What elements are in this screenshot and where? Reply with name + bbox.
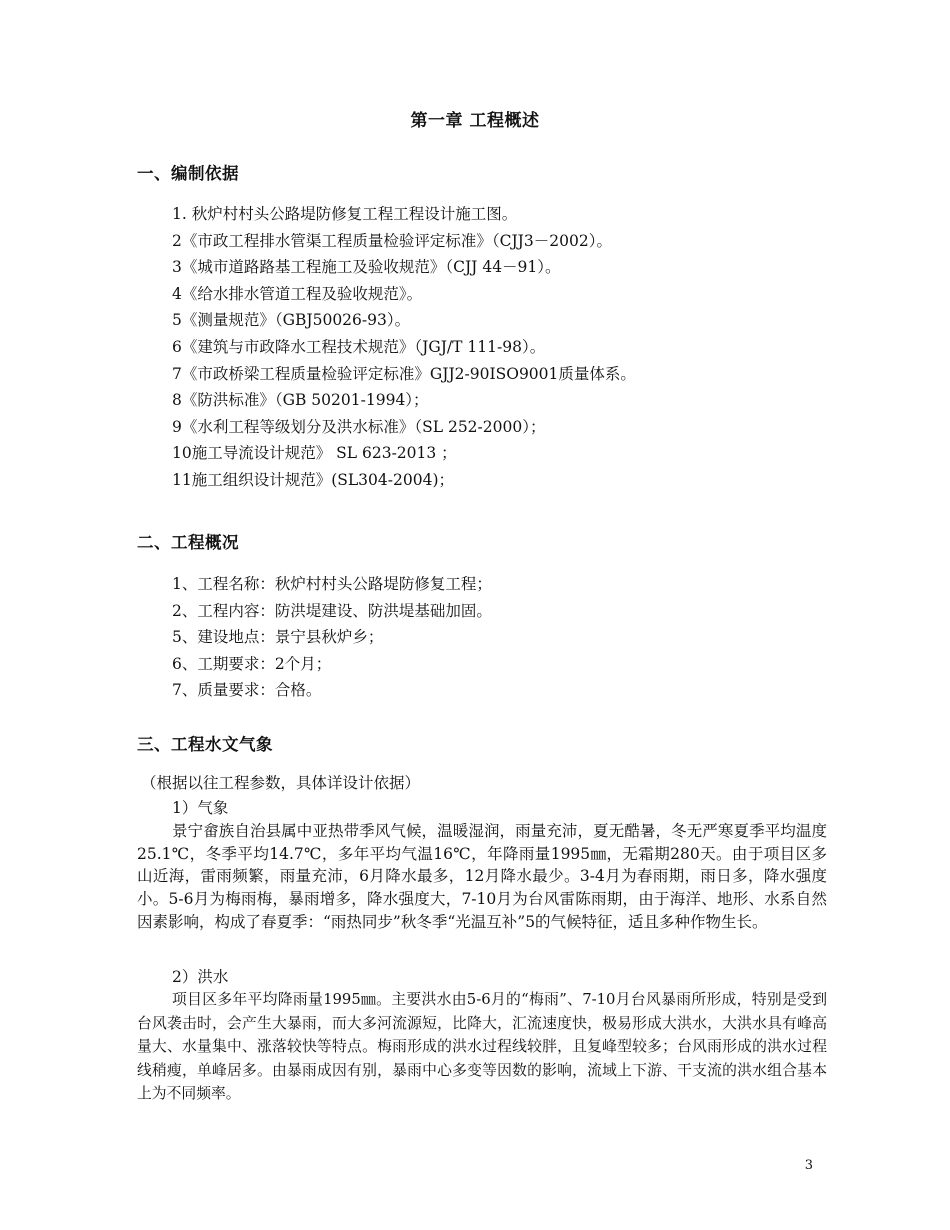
section-heading-basis: 一、编制依据	[137, 164, 239, 183]
list-item: 9《水利工程等级划分及洪水标准》（SL 252-2000）；	[172, 417, 546, 436]
list-item: 1、工程名称：秋炉村村头公路堤防修复工程；	[172, 575, 492, 593]
subsection-title-climate: 1）气象	[172, 799, 229, 817]
climate-paragraph: 景宁畲族自治县属中亚热带季风气候，温暖湿润，雨量充沛，夏无酷暑，冬无严寒夏季平均温度25.1℃，冬季平均14.7℃，多年平均气温16℃，年降雨量1995㎜，无霜期280天。由于项目区多山近海，雷雨频繁，雨量充沛，6月降水最多，12月降水最少。3-4月为春雨期，雨日多，降水强度小。5-6月为梅雨梅，暴雨增多，降水强度大，7-10月为台风雷陈雨期，由于海洋、地形、水系自然因素影响，构成了春夏季：“雨热同步”秋冬季“光温互补”5的气候特征，适且多种作物生长。	[137, 822, 827, 931]
overview-list	[172, 571, 492, 704]
list-item: 7、质量要求：合格。	[172, 681, 322, 699]
list-item: 7《市政桥梁工程质量检验评定标准》GJJ2-90ISO9001质量体系。	[172, 364, 636, 383]
list-item: 6、工期要求：2个月；	[172, 654, 332, 673]
section-heading-hydrology: 三、工程水文气象	[137, 735, 273, 754]
list-item: 2《市政工程排水管渠工程质量检验评定标准》（CJJ3－2002）。	[172, 231, 612, 250]
list-item: 1. 秋炉村村头公路堤防修复工程工程设计施工图。	[172, 205, 518, 223]
list-item: 3《城市道路路基工程施工及验收规范》（CJJ 44－91）。	[172, 258, 561, 277]
list-item: 11施工组织设计规范》(SL304-2004)；	[172, 470, 454, 489]
subsection-title-flood: 2）洪水	[172, 968, 229, 986]
flood-paragraph: 项目区多年平均降雨量1995㎜。主要洪水由5-6月的“梅雨”、7-10月台风暴雨所形成，特别是受到台风袭击时，会产生大暴雨，而大多河流源短，比降大，汇流速度快，极易形成大洪水，大洪水具有峰高量大、水量集中、涨落较快等特点。梅雨形成的洪水过程线较胖，且复峰型较多；台风雨形成的洪水过程线稍瘦，单峰居多。由暴雨成因有别，暴雨中心多变等因数的影响，流域上下游、干支流的洪水组合基本上为不同频率。	[137, 991, 827, 1103]
list-item: 8《防洪标准》（GB 50201-1994）；	[172, 391, 429, 410]
list-item: 5、建设地点：景宁县秋炉乡；	[172, 628, 384, 646]
list-item: 2、工程内容：防洪堤建设、防洪堤基础加固。	[172, 601, 492, 620]
page-number: 3	[804, 1158, 813, 1173]
list-item: 4《给水排水管道工程及验收规范》。	[172, 284, 423, 303]
section-heading-overview: 二、工程概况	[137, 533, 239, 552]
chapter-title: 第一章 工程概述	[410, 111, 540, 131]
basis-list	[172, 201, 636, 494]
list-item: 5《测量规范》（GBJ50026-93）。	[172, 311, 411, 330]
list-item: 10施工导流设计规范》 SL 623-2013 ；	[172, 444, 457, 463]
list-item: 6《建筑与市政降水工程技术规范》（JGJ/T 111-98）。	[172, 337, 546, 356]
note-text: （根据以往工程参数，具体详设计依据）	[141, 774, 421, 792]
